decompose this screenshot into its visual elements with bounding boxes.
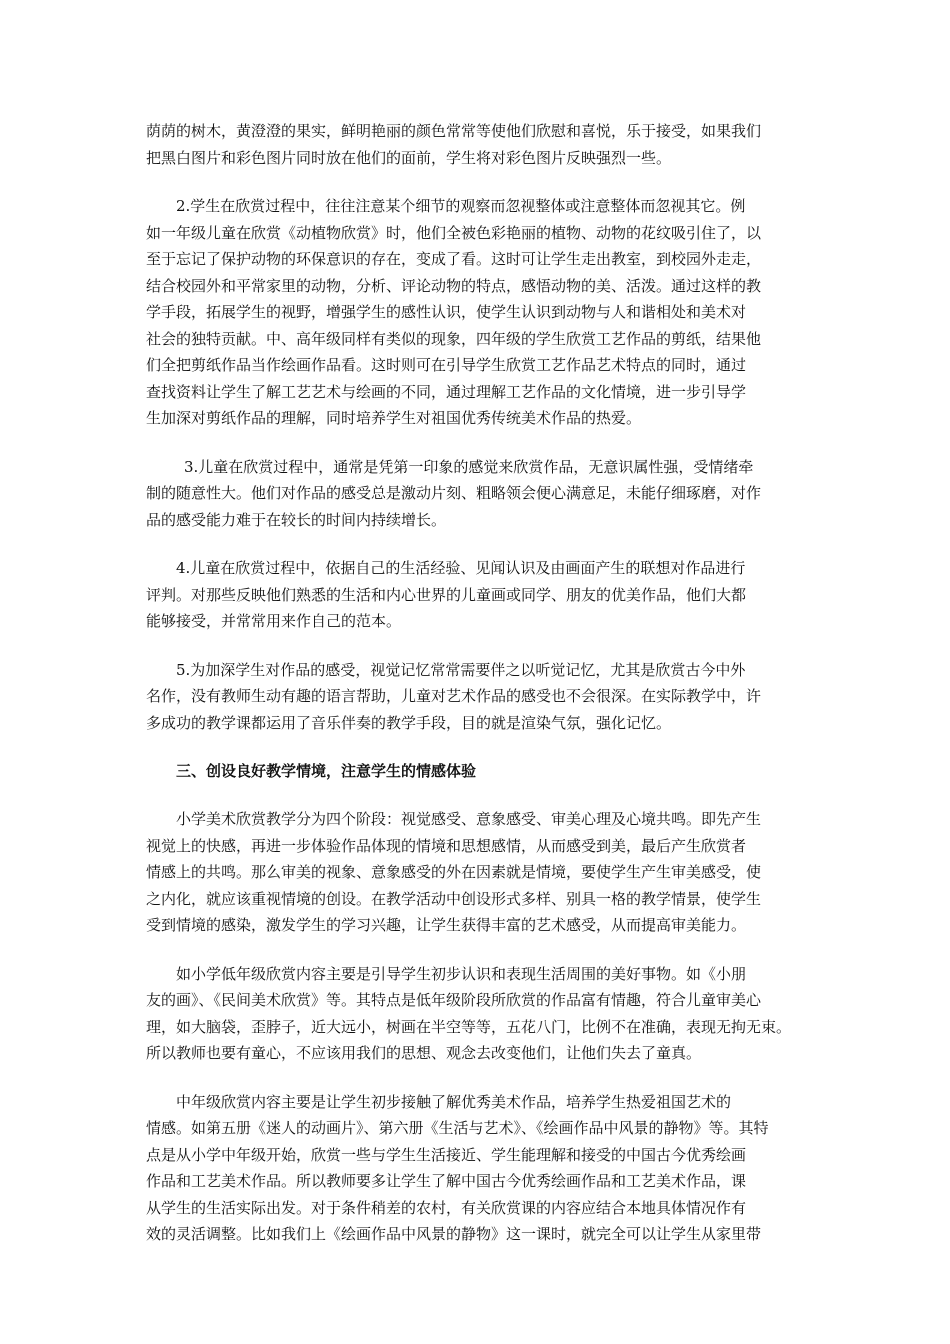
text-line: 中年级欣赏内容主要是让学生初步接触了解优秀美术作品，培养学生热爱祖国艺术的 [176,1092,732,1111]
text-line: 如一年级儿童在欣赏《动植物欣赏》时，他们全被色彩艳丽的植物、动物的花纹吸引住了，以 [146,223,762,242]
text-line: 2.学生在欣赏过程中，往往注意某个细节的观察而忽视整体或注意整体而忽视其它。例 [176,197,746,215]
paragraph-continuation [146,118,810,171]
text-line: 如小学低年级欣赏内容主要是引导学生初步认识和表现生活周围的美好事物。如《小朋 [176,964,747,983]
section-heading: 三、创设良好教学情境，注意学生的情感体验 [176,762,477,780]
text-line: 小学美术欣赏教学分为四个阶段：视觉感受、意象感受、审美心理及心境共鸣。即先产生 [176,810,762,828]
text-line: 荫荫的树木，黄澄澄的果实，鲜明艳丽的颜色常常等使他们欣慰和喜悦，乐于接受，如果我们 [146,122,762,140]
paragraph-middle-grade [146,1089,810,1248]
text-line: 3.儿童在欣赏过程中，通常是凭第一印象的感觉来欣赏作品，无意识属性强，受情绪牵 [184,457,754,476]
text-line: 作品和工艺美术作品。所以教师要多让学生了解中国古今优秀绘画作品和工艺美术作品，课 [146,1172,747,1190]
text-line: 结合校园外和平常家里的动物，分析、评论动物的特点，感悟动物的美、活泼。通过这样的教 [146,276,762,295]
text-line: 点是从小学中年级开始，欣赏一些与学生生活接近、学生能理解和接受的中国古今优秀绘画 [146,1145,747,1164]
document-body [146,118,810,1270]
text-line: 评判。对那些反映他们熟悉的生活和内心世界的儿童画或同学、朋友的优美作品，他们大都 [146,585,747,604]
text-line: 从学生的生活实际出发。对于条件稍差的农村，有关欣赏课的内容应结合本地具体情况作有 [146,1198,747,1217]
text-line: 受到情境的感染，激发学生的学习兴趣，让学生获得丰富的艺术感受，从而提高审美能力。 [146,916,747,934]
text-line: 能够接受，并常常用来作自己的范本。 [146,612,402,630]
text-line: 学手段，拓展学生的视野，增强学生的感性认识，使学生认识到动物与人和谐相处和美术对 [146,303,747,321]
paragraph-point-4 [146,555,810,635]
text-line: 多成功的教学课都运用了音乐伴奏的教学手段，目的就是渲染气氛，强化记忆。 [146,713,672,732]
text-line: 之内化，就应该重视情境的创设。在教学活动中创设形式多样、别具一格的教学情景，使学生 [146,889,762,908]
text-line: 4.儿童在欣赏过程中，依据自己的生活经验、见闻认识及由画面产生的联想对作品进行 [176,559,746,577]
text-line: 查找资料让学生了解工艺艺术与绘画的不同，通过理解工艺作品的文化情境，进一步引导学 [146,382,747,401]
text-line: 视觉上的快感，再进一步体验作品体现的情境和思想感情，从而感受到美，最后产生欣赏者 [146,836,747,855]
text-line: 品的感受能力难于在较长的时间内持续增长。 [146,510,447,529]
text-line: 友的画》、《民间美术欣赏》等。其特点是低年级阶段所欣赏的作品富有情趣，符合儿童审美心 [146,991,762,1009]
text-line: 至于忘记了保护动物的环保意识的存在，变成了看。这时可让学生走出教室，到校园外走走， [146,250,762,268]
text-line: 社会的独特贡献。中、高年级同样有类似的现象，四年级的学生欣赏工艺作品的剪纸，结果他 [146,329,762,348]
paragraph-point-5 [146,657,810,737]
paragraph-point-3 [146,454,810,534]
text-line: 情感。如第五册《迷人的动画片》、第六册《生活与艺术》、《绘画作品中风景的静物》等。其特 [146,1119,769,1137]
text-line: 5.为加深学生对作品的感受，视觉记忆常常需要伴之以听觉记忆，尤其是欣赏古今中外 [176,660,746,679]
paragraph-lower-grade [146,961,810,1067]
paragraph-point-2 [146,193,810,432]
text-line: 生加深对剪纸作品的理解，同时培养学生对祖国优秀传统美术作品的热爱。 [146,409,642,427]
text-line: 情感上的共鸣。那么审美的视象、意象感受的外在因素就是情境，要使学生产生审美感受，使 [146,863,762,881]
text-line: 效的灵活调整。比如我们上《绘画作品中风景的静物》这一课时，就完全可以让学生从家里带 [146,1225,762,1243]
paragraph-stages [146,806,810,939]
text-line: 制的随意性大。他们对作品的感受总是激动片刻、粗略领会便心满意足，未能仔细琢磨，对作 [146,484,762,502]
text-line: 把黑白图片和彩色图片同时放在他们的面前，学生将对彩色图片反映强烈一些。 [146,148,672,167]
text-line: 们全把剪纸作品当作绘画作品看。这时则可在引导学生欣赏工艺作品艺术特点的同时，通过 [146,356,747,374]
text-line: 所以教师也要有童心，不应该用我们的思想、观念去改变他们，让他们失去了童真。 [146,1044,702,1062]
text-line: 理，如大脑袋，歪脖子，近大远小，树画在半空等等，五花八门，比例不在准确，表现无拘无束。 [146,1017,792,1036]
text-line: 名作，没有教师生动有趣的语言帮助，儿童对艺术作品的感受也不会很深。在实际教学中，许 [146,687,762,705]
